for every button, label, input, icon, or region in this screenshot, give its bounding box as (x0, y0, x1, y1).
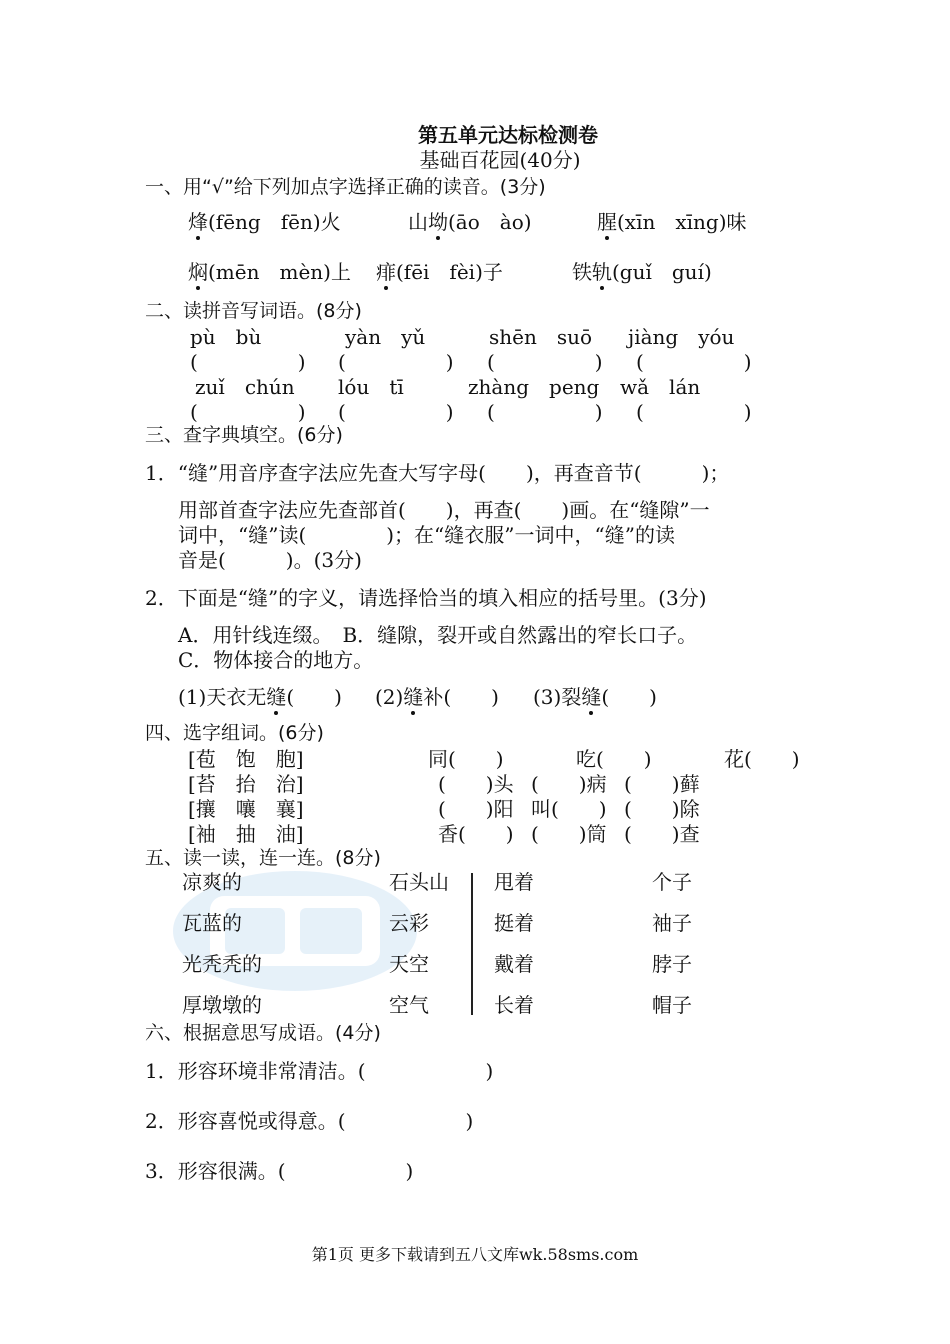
q3-line-1: 1．“缝”用音序查字法应先查大写字母( )，再查音节( )； (145, 461, 730, 485)
q3-line-3: 词中，“缝”读( )；在“缝衣服”一词中，“缝”的读 (178, 523, 675, 547)
q6-item-2: 2．形容喜悦或得意。( ) (145, 1109, 474, 1133)
q2-blank-4[interactable]: ( ) (636, 350, 752, 374)
q4-group-3: [攘 嚷 襄] (188, 797, 304, 821)
q4-group-2: [苔 抬 治] (188, 772, 304, 796)
q5-right2-1: 个子 (652, 870, 692, 894)
q6-item-1: 1．形容环境非常清洁。( ) (145, 1059, 494, 1083)
q2-blank-5[interactable]: ( ) (190, 400, 306, 424)
q4-r2-c2: ( )病 (531, 772, 607, 796)
q4-group-4: [袖 抽 油] (188, 822, 304, 846)
q4-r1-c3: 花( ) (724, 747, 800, 771)
q5-right1-3: 戴着 (494, 952, 534, 976)
q3-sub-3: (3)裂缝( ) (533, 685, 657, 709)
q5-right2-3: 脖子 (652, 952, 692, 976)
q4-r4-c3: ( )查 (624, 822, 700, 846)
q2-pinyin-8: wǎ lán (620, 375, 701, 399)
q3-sub-2: (2)缝补( ) (375, 685, 499, 709)
q2-pinyin-1: pù bù (190, 325, 262, 349)
q5-left2-4: 空气 (389, 993, 429, 1017)
q1-item-2: 山坳(āo ào) (408, 210, 532, 234)
q5-left1-4: 厚墩墩的 (182, 993, 262, 1017)
q4-r3-c2: 叫( ) (531, 797, 607, 821)
q4-r1-c2: 吃( ) (576, 747, 652, 771)
page-footer: 第1页 更多下载请到五八文库wk.58sms.com (311, 1245, 639, 1264)
q5-left1-2: 瓦蓝的 (182, 911, 242, 935)
q2-pinyin-2: yàn yǔ (345, 325, 426, 349)
q5-right1-4: 长着 (494, 993, 534, 1017)
q1-item-5: 痱(fēi fèi)子 (376, 260, 503, 284)
q6-item-3: 3．形容很满。( ) (145, 1159, 414, 1183)
page-subtitle: 基础百花园(40分) (419, 148, 581, 172)
q3-line-4: 音是( )。(3分) (178, 548, 362, 572)
q5-left1-3: 光秃秃的 (182, 952, 262, 976)
q4-r4-c1: 香( ) (438, 822, 514, 846)
q5-right1-1: 甩着 (494, 870, 534, 894)
q4-r4-c2: ( )筒 (531, 822, 607, 846)
q2-pinyin-5: zuǐ chún (195, 375, 295, 399)
q5-divider (471, 873, 473, 1015)
q3-sub-1: (1)天衣无缝( ) (178, 685, 342, 709)
q5-heading: 五、读一读，连一连。(8分) (145, 847, 381, 869)
q5-right1-2: 挺着 (494, 911, 534, 935)
q1-item-1: 烽(fēng fēn)火 (188, 210, 341, 234)
q3-line-2: 用部首查字法应先查部首( )，再查( )画。在“缝隙”一 (178, 498, 710, 522)
q5-right2-2: 袖子 (652, 911, 692, 935)
q1-item-6: 铁轨(guǐ guí) (572, 260, 712, 284)
q3-heading: 三、查字典填空。(6分) (145, 424, 343, 446)
q2-blank-3[interactable]: ( ) (487, 350, 603, 374)
q1-heading: 一、用“√”给下列加点字选择正确的读音。(3分) (145, 176, 546, 198)
q2-pinyin-4: jiàng yóu (628, 325, 735, 349)
q4-group-1: [苞 饱 胞] (188, 747, 304, 771)
page-title: 第五单元达标检测卷 (418, 123, 598, 147)
q5-left1-1: 凉爽的 (182, 870, 242, 894)
q3-line-6: A．用针线连缀。 B．缝隙，裂开或自然露出的窄长口子。 (178, 623, 698, 647)
q5-right2-4: 帽子 (652, 993, 692, 1017)
q4-r2-c3: ( )藓 (624, 772, 700, 796)
q2-blank-6[interactable]: ( ) (338, 400, 454, 424)
q1-item-4: 焖(mēn mèn)上 (188, 260, 351, 284)
q2-blank-2[interactable]: ( ) (338, 350, 454, 374)
q3-line-7: C．物体接合的地方。 (178, 648, 374, 672)
q2-heading: 二、读拼音写词语。(8分) (145, 300, 362, 322)
q2-pinyin-7: zhàng peng (468, 375, 600, 399)
q4-r2-c1: ( )头 (438, 772, 514, 796)
q4-r3-c3: ( )除 (624, 797, 700, 821)
q5-left2-1: 石头山 (389, 870, 449, 894)
q3-line-5: 2．下面是“缝”的字义，请选择恰当的填入相应的括号里。(3分) (145, 586, 707, 610)
q2-blank-7[interactable]: ( ) (487, 400, 603, 424)
q1-item-3: 腥(xīn xīng)味 (597, 210, 747, 234)
q5-left2-3: 天空 (389, 952, 429, 976)
q4-r1-c1: 同( ) (428, 747, 504, 771)
q4-r3-c1: ( )阳 (438, 797, 514, 821)
q2-blank-8[interactable]: ( ) (636, 400, 752, 424)
q4-heading: 四、选字组词。(6分) (145, 722, 324, 744)
q2-blank-1[interactable]: ( ) (190, 350, 306, 374)
q5-left2-2: 云彩 (389, 911, 429, 935)
q2-pinyin-3: shēn suō (489, 325, 593, 349)
q2-pinyin-6: lóu tī (338, 375, 404, 399)
q6-heading: 六、根据意思写成语。(4分) (145, 1022, 381, 1044)
